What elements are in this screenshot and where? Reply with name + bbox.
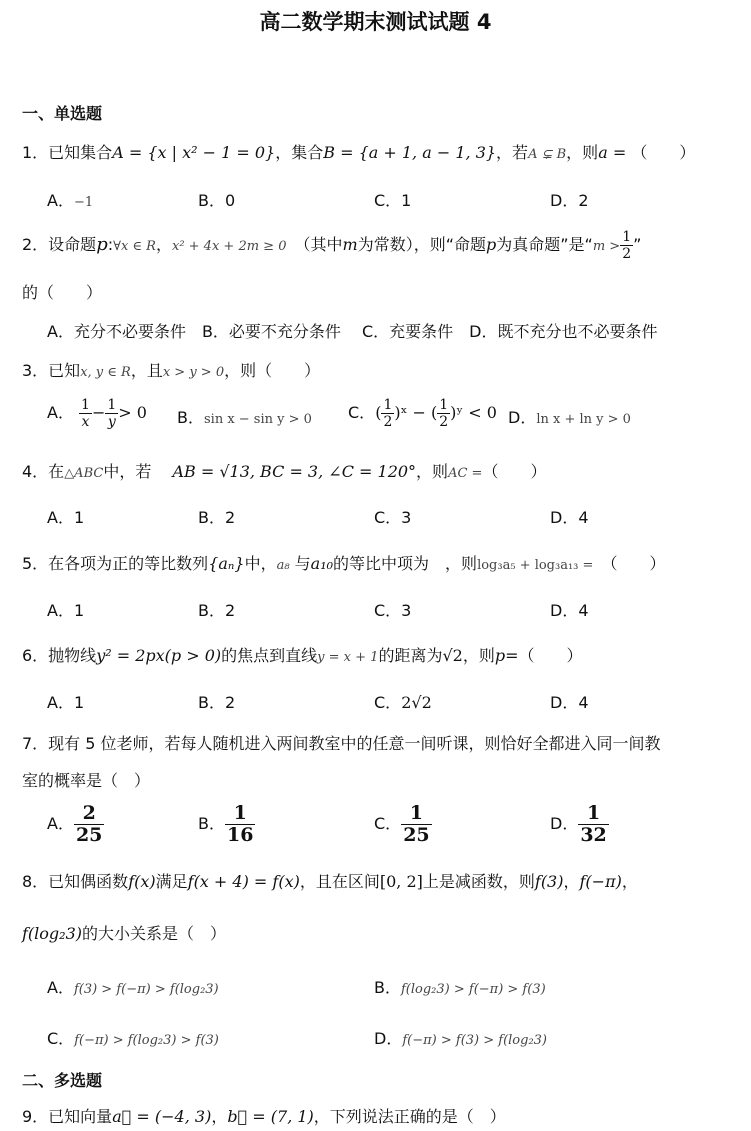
q8-option-a [47, 975, 219, 998]
q2-p: p [485, 235, 497, 254]
q4-paren: （ ） [482, 462, 547, 481]
option-fraction [74, 804, 104, 845]
fraction-numerator: 1 [578, 804, 608, 825]
q8-option-c [47, 1026, 219, 1049]
q1-text: ，若 [496, 143, 529, 162]
fraction-denominator: 2 [439, 414, 449, 430]
q4-ac: AC = [448, 466, 483, 481]
q1-option-a [47, 188, 93, 211]
q8-interval: [0, 2] [379, 872, 423, 891]
q3-text: ，则（ ） [224, 361, 321, 380]
q3-option-d [508, 405, 631, 428]
fraction-1-over-x [79, 398, 92, 429]
section-heading-single-choice: 一、单选题 [22, 104, 103, 123]
q1-set-a: A = {x | x² − 1 = 0} [112, 143, 276, 162]
q1-variable: a = [598, 143, 627, 162]
q3-inequality: x > y > 0 [162, 365, 225, 380]
q4-option-c: C．3 [374, 508, 412, 527]
q1-option-c: C．1 [374, 191, 412, 210]
q5-text: 中， [244, 554, 277, 573]
q8-text: 满足 [155, 872, 188, 891]
q1-option-d: D．2 [550, 191, 589, 210]
q9-text: ，下列说法正确的是（ ） [313, 1107, 506, 1126]
q2-text: 为真命题”是“ [496, 235, 593, 254]
question-6 [22, 643, 583, 666]
q6-option-b: B．2 [198, 693, 236, 712]
q9-vector-b: b⃗ = (7, 1) [227, 1107, 314, 1126]
q5-a8: a₈ [276, 558, 290, 573]
q7-option-d [550, 804, 609, 845]
q4-text: ，则 [416, 462, 449, 481]
q7-option-b [198, 804, 255, 845]
option-label: A． [47, 403, 74, 422]
q1-text: ，则 [566, 143, 599, 162]
q9-text: ， [211, 1107, 228, 1126]
option-fraction [225, 804, 255, 845]
option-expression: f(3) > f(−π) > f(log₂3) [73, 982, 219, 997]
option-expression: ln x + ln y > 0 [536, 412, 631, 427]
q6-line: y = x + 1 [317, 650, 379, 665]
q3-option-c [348, 398, 497, 429]
q8-fx: f(x) [128, 872, 156, 891]
q2-proposition: p [96, 234, 108, 255]
q5-option-d: D．4 [550, 601, 589, 620]
q1-paren: （ ） [631, 143, 696, 162]
q2-text: 为常数），则“命题 [357, 235, 486, 254]
q5-option-c: C．3 [374, 601, 412, 620]
q7-option-c [374, 804, 432, 845]
option-expression: f(−π) > f(3) > f(log₂3) [402, 1033, 548, 1048]
q6-text: 的距离为 [378, 646, 443, 665]
q8-text: 的大小关系是（ ） [82, 924, 227, 943]
q1-text: ，集合 [275, 143, 324, 162]
q5-option-b: B．2 [198, 601, 236, 620]
q8-flog: f(log₂3) [22, 924, 82, 943]
q5-text: 5．在各项为正的等比数列 [22, 554, 209, 573]
question-7-line-2: 室的概率是（ ） [22, 771, 151, 790]
option-label: A． [47, 978, 74, 997]
q4-option-d: D．4 [550, 508, 589, 527]
q9-text: 9．已知向量 [22, 1107, 113, 1126]
q1-relation: A ⊊ B [528, 147, 567, 162]
fraction-numerator: 1 [225, 804, 255, 825]
option-expression: sin x − sin y > 0 [203, 412, 312, 427]
question-7-line-1: 7．现有 5 位老师，若每人随机进入两间教室中的任意一间听课，则恰好全都进入同一间教 [22, 734, 661, 753]
option-label: C． [374, 693, 402, 712]
q4-triangle: △ABC [64, 466, 104, 481]
fraction-numerator: 1 [439, 397, 449, 413]
q2-text: 2．设命题 [22, 235, 97, 254]
option-label: D． [374, 1029, 403, 1048]
q4-condition: AB = √13, BC = 3, ∠C = 120° [172, 462, 417, 481]
q8-option-d [374, 1026, 547, 1049]
expression-middle: )ˣ − ( [394, 403, 438, 422]
q2-colon: : [107, 235, 114, 254]
q6-text: ，则 [462, 646, 495, 665]
option-label: B． [198, 814, 225, 833]
q5-log-expression: log₃a₅ + log₃a₁₃ = [477, 558, 594, 573]
fraction-denominator: 2 [383, 414, 393, 430]
option-label: B． [177, 408, 204, 427]
option-value: 2√2 [401, 693, 432, 712]
question-8 [22, 869, 638, 892]
q6-option-c [374, 690, 432, 713]
q6-option-a: A．1 [47, 693, 85, 712]
q7-option-a [47, 804, 104, 845]
fraction-numerator: 1 [383, 397, 393, 413]
fraction-1-over-y [105, 398, 118, 429]
q3-option-b [177, 405, 312, 428]
fraction-denominator: 25 [75, 824, 103, 846]
q8-option-b [374, 975, 546, 998]
question-1 [22, 140, 695, 163]
page-title: 高二数学期末测试试题 4 [259, 10, 492, 34]
option-label: B． [374, 978, 401, 997]
q1-option-b: B．0 [198, 191, 236, 210]
fraction-half [381, 398, 394, 429]
q2-forall: ∀x ∈ R [113, 239, 156, 254]
option-label: A． [47, 814, 74, 833]
q4-option-a: A．1 [47, 508, 85, 527]
q3-text: 3．已知 [22, 361, 81, 380]
fraction-numerator: 1 [81, 397, 90, 413]
q8-text: ， [563, 872, 580, 891]
fraction-numerator: 1 [401, 804, 431, 825]
q1-set-b: B = {a + 1, a − 1, 3} [323, 143, 497, 162]
q8-f3: f(3) [534, 872, 564, 891]
q8-text: ，且在区间 [299, 872, 380, 891]
q2-condition: m > [592, 239, 621, 254]
option-fraction [401, 804, 431, 845]
q5-paren: （ ） [609, 554, 666, 573]
q5-text: 的等比中项为 ，则 [333, 554, 478, 573]
q3-vars: x, y ∈ R [80, 365, 131, 380]
fraction-half [437, 398, 450, 429]
q3-text: ，且 [130, 361, 163, 380]
option-label: C． [348, 403, 376, 422]
fraction-denominator: 16 [226, 824, 254, 846]
option-label: D． [550, 814, 579, 833]
option-label: D． [508, 408, 537, 427]
section-heading-multiple-choice: 二、多选题 [22, 1071, 103, 1090]
option-label: C． [47, 1029, 75, 1048]
option-expression: f(−π) > f(log₂3) > f(3) [74, 1033, 219, 1048]
option-expression: f(log₂3) > f(−π) > f(3) [400, 982, 546, 997]
paren: ( [375, 403, 382, 422]
fraction-denominator: y [107, 414, 116, 430]
question-2 [22, 230, 641, 261]
q6-distance: √2 [442, 646, 463, 665]
q2-text: （其中 [302, 235, 343, 254]
q2-options: A．充分不必要条件 B．必要不充分条件 C．充要条件 D．既不充分也不必要条件 [47, 322, 658, 341]
option-label: C． [374, 814, 402, 833]
fraction-denominator: 25 [403, 824, 430, 846]
question-8-line-2 [22, 921, 226, 944]
q4-option-b: B．2 [198, 508, 236, 527]
minus-sign: − [91, 403, 106, 422]
q2-line-2: 的（ ） [22, 283, 103, 302]
q5-text: 与 [294, 554, 311, 573]
q6-option-d: D．4 [550, 693, 589, 712]
q8-fpi: f(−π) [579, 872, 622, 891]
q2-inequality: x² + 4x + 2m ≥ 0 [171, 239, 287, 254]
inequality-tail: > 0 [118, 403, 147, 422]
q6-text: 的焦点到直线 [221, 646, 318, 665]
q6-paren: （ ） [518, 646, 583, 665]
expression-tail: )ʸ < 0 [450, 403, 497, 422]
question-3 [22, 358, 320, 381]
question-5 [22, 551, 665, 574]
q8-text: ， [621, 872, 638, 891]
question-4 [22, 459, 546, 482]
q5-a10: a₁₀ [310, 554, 334, 573]
q2-text: ” [633, 235, 642, 254]
q6-p: p= [494, 646, 519, 665]
q6-parabola: y² = 2px(p > 0) [96, 646, 222, 665]
q1-text: 1．已知集合 [22, 143, 113, 162]
option-label: A． [47, 191, 74, 210]
fraction-denominator: 2 [622, 246, 632, 262]
fraction-numerator: 2 [74, 804, 104, 825]
fraction-numerator: 1 [622, 229, 632, 245]
q9-vector-a: a⃗ = (−4, 3) [112, 1107, 212, 1126]
option-value: −1 [73, 195, 94, 210]
q8-condition: f(x + 4) = f(x) [187, 872, 300, 891]
q3-option-a [47, 398, 147, 429]
q5-sequence: {aₙ} [208, 554, 245, 573]
fraction-denominator: 32 [580, 824, 607, 846]
q8-text: 上是减函数，则 [422, 872, 535, 891]
q4-text: 中，若 [103, 462, 152, 481]
fraction-denominator: x [81, 414, 90, 430]
q2-half-fraction [620, 230, 633, 261]
q6-text: 6．抛物线 [22, 646, 97, 665]
option-fraction [578, 804, 608, 845]
question-9 [22, 1104, 506, 1127]
q5-option-a: A．1 [47, 601, 85, 620]
q2-m: m [342, 235, 358, 254]
fraction-numerator: 1 [107, 397, 117, 413]
q2-comma: ， [155, 235, 172, 254]
q8-text: 8．已知偶函数 [22, 872, 129, 891]
q4-text: 4．在 [22, 462, 65, 481]
